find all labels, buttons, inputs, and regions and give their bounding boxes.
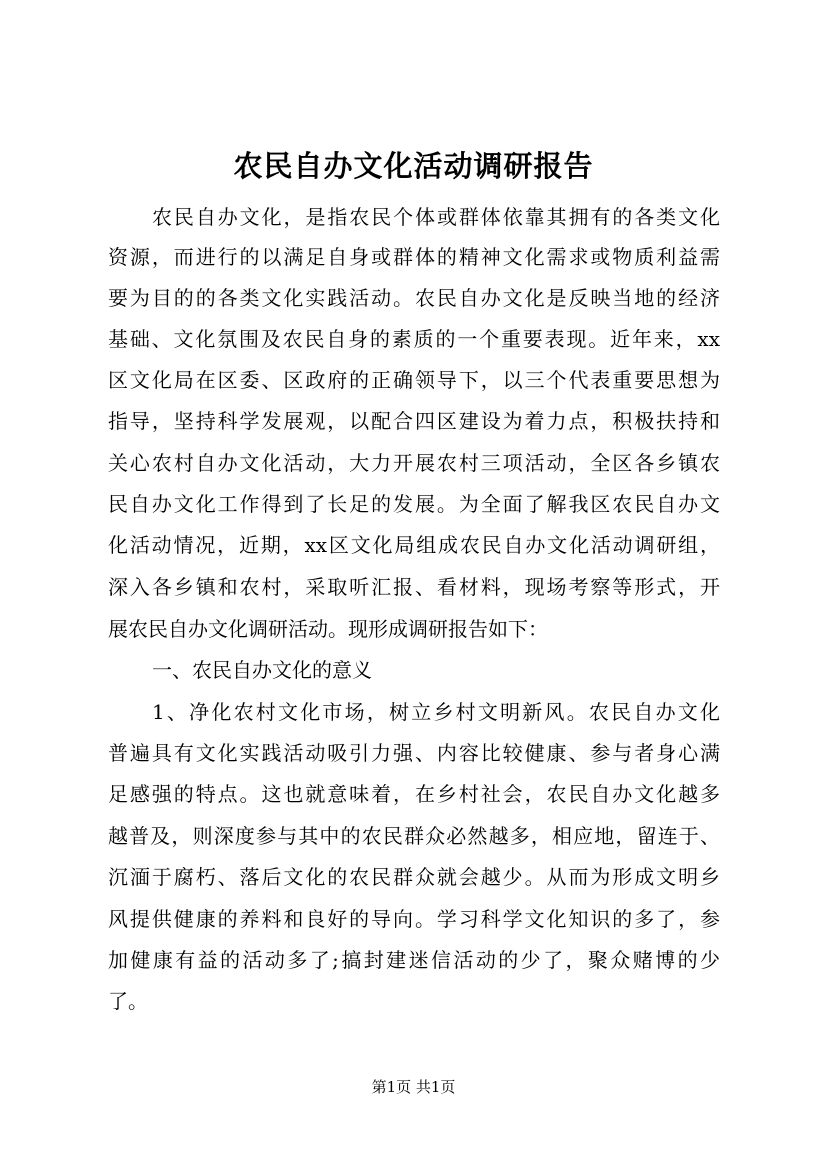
paragraph-line: 要为目的的各类文化实践活动。农民自办文化是反映当地的经济 — [108, 286, 720, 310]
paragraph-line: 了。 — [108, 989, 148, 1013]
paragraph-line: 关心农村自办文化活动，大力开展农村三项活动，全区各乡镇农 — [108, 451, 720, 475]
paragraph-line: 区文化局在区委、区政府的正确领导下，以三个代表重要思想为 — [108, 368, 720, 392]
paragraph-line: 越普及，则深度参与其中的农民群众必然越多，相应地，留连于、 — [108, 824, 720, 848]
paragraph-line: 足感强的特点。这也就意味着，在乡村社会，农民自办文化越多 — [108, 782, 720, 806]
paragraph-line: 农民自办文化，是指农民个体或群体依靠其拥有的各类文化 — [152, 205, 720, 229]
paragraph-line: 加健康有益的活动多了;搞封建迷信活动的少了，聚众赌博的少 — [108, 948, 720, 972]
paragraph-line: 1、净化农村文化市场，树立乡村文明新风。农民自办文化 — [152, 700, 720, 724]
paragraph-line: 基础、文化氛围及农民自身的素质的一个重要表现。近年来，xx — [108, 327, 720, 351]
paragraph-line: 深入各乡镇和农村，采取听汇报、看材料，现场考察等形式，开 — [108, 575, 720, 599]
document-title: 农民自办文化活动调研报告 — [233, 149, 594, 183]
paragraph-line: 风提供健康的养料和良好的导向。学习科学文化知识的多了，参 — [108, 907, 720, 931]
section-heading: 一、农民自办文化的意义 — [152, 658, 372, 682]
paragraph-line: 指导，坚持科学发展观，以配合四区建设为着力点，积极扶持和 — [108, 409, 720, 433]
paragraph-line: 展农民自办文化调研活动。现形成调研报告如下： — [108, 617, 548, 641]
paragraph-line: 民自办文化工作得到了长足的发展。为全面了解我区农民自办文 — [108, 492, 720, 516]
page-footer: 第1页 共1页 — [371, 1078, 456, 1096]
paragraph-line: 普遍具有文化实践活动吸引力强、内容比较健康、参与者身心满 — [108, 741, 720, 765]
paragraph-line: 资源，而进行的以满足自身或群体的精神文化需求或物质利益需 — [108, 245, 720, 269]
paragraph-line: 化活动情况，近期，xx区文化局组成农民自办文化活动调研组， — [108, 533, 720, 557]
paragraph-line: 沉湎于腐朽、落后文化的农民群众就会越少。从而为形成文明乡 — [108, 865, 720, 889]
